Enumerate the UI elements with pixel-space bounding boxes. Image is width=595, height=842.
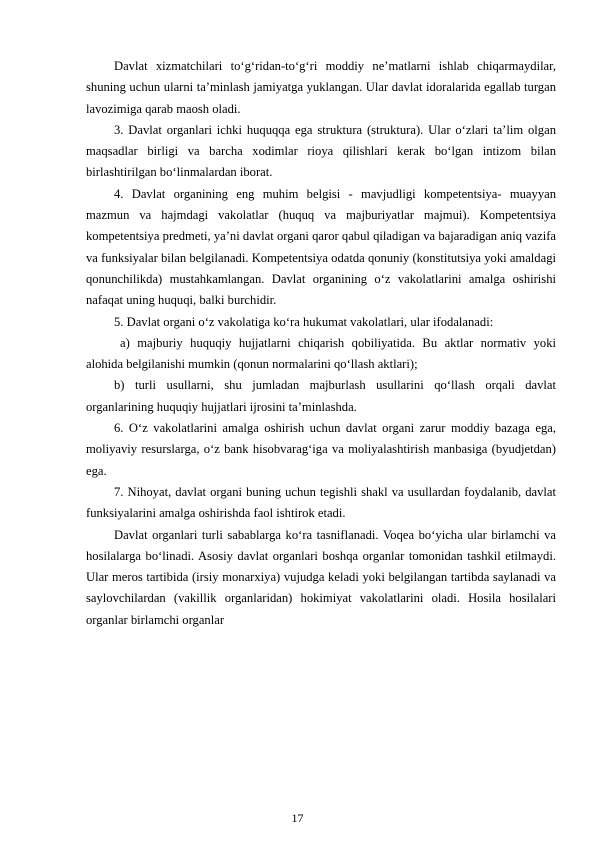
paragraph: 3. Davlat organlari ichki huquqqa ega struktura (struktura). Ular o‘zlari ta’lim olgan maqsadlar birligi va barcha xodimlar rioya qilishlari kerak bo‘lgan intizom bilan birlashtirilgan bo‘linmalardan iborat.	[86, 122, 556, 180]
paragraph: b) turli usullarni, shu jumladan majburlash usullarini qo‘llash orqali davlat organlarining huquqiy hujjatlari ijrosini ta’minlashda.	[86, 378, 556, 414]
paragraph: Davlat organlari turli sabablarga ko‘ra tasniflanadi. Voqea bo‘yicha ular birlamchi va hosilalarga bo‘linadi. Asosiy davlat organlari boshqa organlar tomonidan tashkil etilmaydi. Ular meros tartibida (irsiy monarxiya) vujudga keladi yoki belgilangan tartibda saylanadi va saylovchilardan (vakillik organlaridan) hokimiyat vakolatlarini oladi. Hosila hosilalari organlar birlamchi organlar	[86, 527, 556, 627]
page-number: 17	[291, 811, 304, 825]
paragraph: 7. Nihoyat, davlat organi buning uchun tegishli shakl va usullardan foydalanib, davlat funksiyalarini amalga oshirishda faol ishtirok etadi.	[86, 484, 556, 521]
paragraph: 5. Davlat organi o‘z vakolatiga ko‘ra hukumat vakolatlari, ular ifodalanadi:	[114, 314, 494, 329]
paragraph: 6. O‘z vakolatlarini amalga oshirish uchun davlat organi zarur moddiy bazaga ega, moliyaviy resurslarga, o‘z bank hisobvarag‘iga va moliyalashtirish manbasiga (byudjetdan) ega.	[86, 421, 556, 478]
paragraph: 4. Davlat organining eng muhim belgisi - mavjudligi kompetentsiya- muayyan mazmun va hajmdagi vakolatlar (huquq va majburiyatlar majmui). Kompetentsiya kompetentsiya predmeti, ya’ni davlat organi qaror qabul qiladigan va bajaradigan aniq vazifa va funksiyalar bilan belgilanadi. Kompetentsiya odatda qonuniy (konstitutsiya yoki amaldagi qonunchilikda) mustahkamlangan. Davlat organining o‘z vakolatlarini amalga oshirishi nafaqat uning huquqi, balki burchidir.	[86, 186, 556, 308]
body-text	[86, 56, 556, 631]
paragraph: Davlat xizmatchilari to‘g‘ridan-to‘g‘ri moddiy ne’matlarni ishlab chiqarmaydilar, shuning uchun ularni ta’minlash jamiyatga yuklangan. Ular davlat idoralarida egallab turgan lavozimiga qarab maosh oladi.	[86, 59, 556, 116]
paragraph: a) majburiy huquqiy hujjatlarni chiqarish qobiliyatida. Bu aktlar normativ yoki alohida belgilanishi mumkin (qonun normalarini qo‘llash aktlari);	[86, 335, 556, 372]
